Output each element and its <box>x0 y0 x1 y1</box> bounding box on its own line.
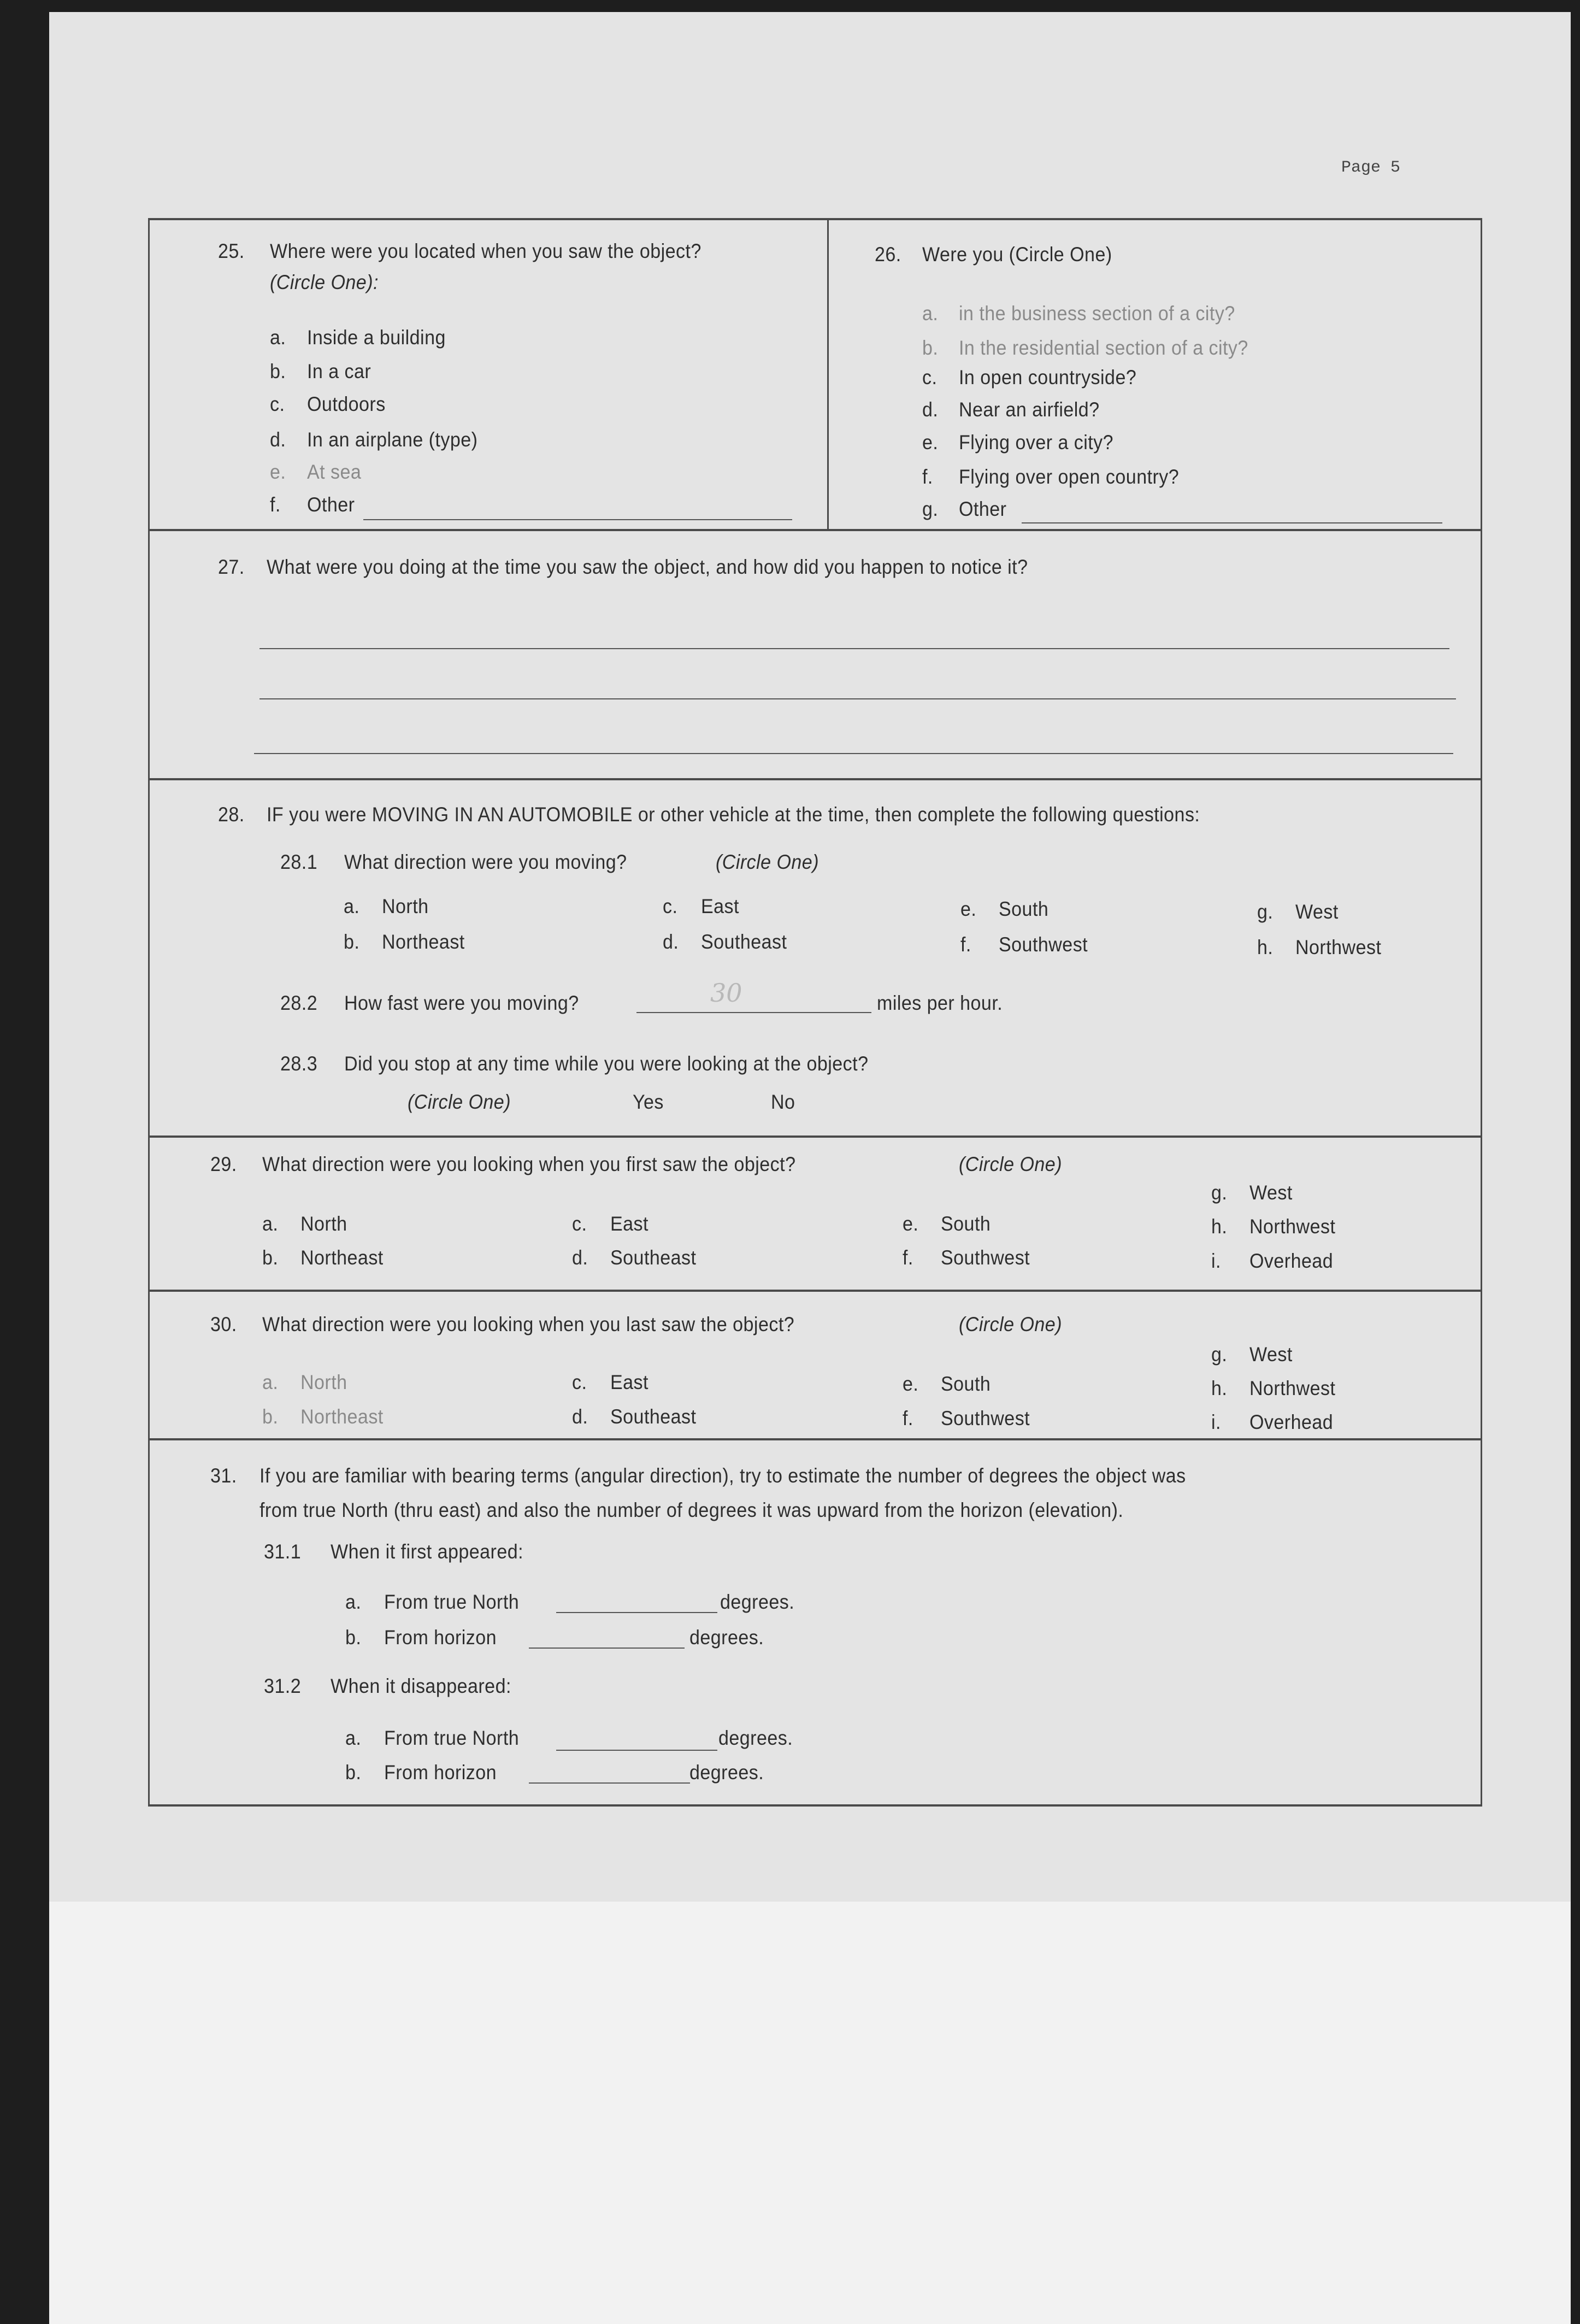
q31-2a-unit: degrees. <box>718 1727 793 1749</box>
q28-1-option-letter[interactable]: a. <box>344 895 360 917</box>
q28-1-option-letter[interactable]: g. <box>1257 901 1274 923</box>
q26-option[interactable]: Flying over a city? <box>959 431 1114 454</box>
q28-1-question: What direction were you moving? <box>344 851 627 873</box>
q30-option-letter[interactable]: g. <box>1211 1343 1228 1366</box>
q28-1-option[interactable]: North <box>382 895 429 917</box>
q25-option[interactable]: Outdoors <box>307 393 386 415</box>
q26-option-letter[interactable]: a. <box>922 302 939 325</box>
q30-option-letter[interactable]: e. <box>903 1373 919 1395</box>
q30-option[interactable]: Southeast <box>610 1405 697 1428</box>
q28-question: IF you were MOVING IN AN AUTOMOBILE or other vehicle at the time, then complete the following questions: <box>267 803 1200 826</box>
q25-option-letter[interactable]: c. <box>270 393 285 415</box>
q29-option-letter[interactable]: f. <box>903 1246 913 1269</box>
q26-option[interactable]: Other <box>959 498 1007 520</box>
q28-1-number: 28.1 <box>280 851 318 873</box>
q31-question-line1: If you are familiar with bearing terms (angular direction), try to estimate the number of degrees the object was <box>260 1464 1186 1487</box>
q28-1-option-letter[interactable]: d. <box>663 931 679 953</box>
q28-3-number: 28.3 <box>280 1052 318 1075</box>
q25-option[interactable]: Other <box>307 493 355 516</box>
q28-1-option[interactable]: South <box>999 898 1049 920</box>
speed-field-line[interactable] <box>636 1012 871 1013</box>
q31-1a-letter: a. <box>345 1591 362 1613</box>
q30-number: 30. <box>210 1313 237 1335</box>
q28-1-option-letter[interactable]: c. <box>663 895 678 917</box>
q31-1a-unit: degrees. <box>720 1591 795 1613</box>
q30-option-letter[interactable]: f. <box>903 1407 913 1429</box>
q25-option[interactable]: In a car <box>307 360 372 383</box>
divider-29-30 <box>148 1290 1482 1292</box>
q30-option[interactable]: Northeast <box>300 1405 384 1428</box>
q29-instruction: (Circle One) <box>959 1153 1062 1175</box>
divider-30-31 <box>148 1438 1482 1440</box>
q25-option-letter[interactable]: e. <box>270 461 286 483</box>
q31-2-number: 31.2 <box>264 1675 302 1697</box>
q27-answer-line-3[interactable] <box>254 753 1453 754</box>
q30-instruction: (Circle One) <box>959 1313 1062 1335</box>
q28-1-option[interactable]: Southeast <box>701 931 787 953</box>
divider-25-26 <box>827 218 829 531</box>
q29-option[interactable]: Northeast <box>300 1246 384 1269</box>
q27-number: 27. <box>218 556 245 578</box>
q28-number: 28. <box>218 803 245 826</box>
q29-option-letter[interactable]: g. <box>1211 1181 1228 1204</box>
q28-1-option-letter[interactable]: e. <box>960 898 977 920</box>
q25-other-line[interactable] <box>363 519 792 520</box>
q29-option[interactable]: Northwest <box>1249 1215 1336 1238</box>
q31-1b-label: From horizon <box>384 1626 497 1649</box>
q30-option[interactable]: Southwest <box>941 1407 1030 1429</box>
q28-1-option[interactable]: Northeast <box>382 931 465 953</box>
q31-1-question: When it first appeared: <box>331 1540 524 1563</box>
q26-option-letter[interactable]: g. <box>922 498 939 520</box>
q31-1b-letter: b. <box>345 1626 362 1649</box>
q30-option-letter[interactable]: a. <box>262 1371 279 1393</box>
q30-option[interactable]: Northwest <box>1249 1377 1336 1399</box>
q30-question: What direction were you looking when you last saw the object? <box>262 1313 795 1335</box>
q28-1-option[interactable]: West <box>1295 901 1339 923</box>
q30-option-letter[interactable]: i. <box>1211 1411 1221 1433</box>
q31-2b-label: From horizon <box>384 1761 497 1784</box>
q29-option-letter[interactable]: b. <box>262 1246 279 1269</box>
q29-option[interactable]: North <box>300 1213 347 1235</box>
q28-2-question: How fast were you moving? <box>344 992 579 1014</box>
q29-option[interactable]: South <box>941 1213 991 1235</box>
divider-27-28 <box>148 778 1482 780</box>
q26-number: 26. <box>875 243 901 266</box>
q28-1-option-letter[interactable]: f. <box>960 933 971 956</box>
q28-2-suffix: miles per hour. <box>877 992 1003 1014</box>
q26-option[interactable]: Near an airfield? <box>959 398 1100 421</box>
q25-option[interactable]: Inside a building <box>307 326 446 349</box>
q25-option-letter[interactable]: f. <box>270 493 281 516</box>
q29-question: What direction were you looking when you first saw the object? <box>262 1153 796 1175</box>
q30-option-letter[interactable]: c. <box>572 1371 587 1393</box>
q26-option[interactable]: Flying over open country? <box>959 466 1180 488</box>
q26-option-letter[interactable]: b. <box>922 337 939 359</box>
q29-option[interactable]: East <box>610 1213 648 1235</box>
q29-option-letter[interactable]: h. <box>1211 1215 1228 1238</box>
form-border-right <box>1481 218 1482 1806</box>
q31-2b-field[interactable] <box>529 1782 690 1784</box>
q26-option-letter[interactable]: f. <box>922 466 933 488</box>
q27-answer-line-1[interactable] <box>260 648 1449 649</box>
q26-option[interactable]: In open countryside? <box>959 366 1137 389</box>
q30-option-letter[interactable]: b. <box>262 1405 279 1428</box>
q26-option[interactable]: In the residential section of a city? <box>959 337 1248 359</box>
page-number: Page 5 <box>1341 158 1401 177</box>
q31-2a-field[interactable] <box>556 1750 717 1751</box>
q28-1-option-letter[interactable]: h. <box>1257 936 1274 958</box>
q26-option-letter[interactable]: c. <box>922 366 938 389</box>
q30-option[interactable]: West <box>1249 1343 1293 1366</box>
q25-option-letter[interactable]: a. <box>270 326 286 349</box>
q31-1a-field[interactable] <box>556 1612 717 1613</box>
form-border-left <box>148 218 150 1806</box>
q27-question: What were you doing at the time you saw the object, and how did you happen to notice it? <box>267 556 1028 578</box>
q31-2-question: When it disappeared: <box>331 1675 511 1697</box>
q31-2b-letter: b. <box>345 1761 362 1784</box>
q25-question: Where were you located when you saw the object? <box>270 240 701 262</box>
q31-1b-unit: degrees. <box>689 1626 764 1649</box>
q30-option[interactable]: South <box>941 1373 991 1395</box>
q28-3-option-no[interactable]: No <box>771 1091 795 1113</box>
q26-question: Were you (Circle One) <box>922 243 1112 266</box>
q30-option[interactable]: North <box>300 1371 347 1393</box>
q31-2b-unit: degrees. <box>689 1761 764 1784</box>
form-border-bottom <box>148 1804 1482 1807</box>
q25-number: 25. <box>218 240 245 262</box>
q25-instruction: (Circle One): <box>270 271 379 293</box>
speed-handwritten-value[interactable]: 30 <box>710 978 742 1008</box>
divider-28-29 <box>148 1135 1482 1138</box>
q31-2a-label: From true North <box>384 1727 520 1749</box>
q29-option-letter[interactable]: a. <box>262 1213 279 1235</box>
q31-1-number: 31.1 <box>264 1540 302 1563</box>
q31-number: 31. <box>210 1464 237 1487</box>
q29-option-letter[interactable]: i. <box>1211 1250 1221 1272</box>
q31-1b-field[interactable] <box>529 1648 685 1649</box>
q31-2a-letter: a. <box>345 1727 362 1749</box>
q26-option[interactable]: in the business section of a city? <box>959 302 1235 325</box>
q30-option[interactable]: East <box>610 1371 648 1393</box>
q28-3-option-yes[interactable]: Yes <box>633 1091 664 1113</box>
q28-3-instruction: (Circle One) <box>408 1091 511 1113</box>
q29-number: 29. <box>210 1153 237 1175</box>
q29-option[interactable]: Southwest <box>941 1246 1030 1269</box>
q26-option-letter[interactable]: e. <box>922 431 939 454</box>
divider-25-27 <box>148 529 1482 531</box>
q30-option-letter[interactable]: d. <box>572 1405 588 1428</box>
q28-3-question: Did you stop at any time while you were looking at the object? <box>344 1052 869 1075</box>
q28-1-option[interactable]: Northwest <box>1295 936 1382 958</box>
q25-option-letter[interactable]: d. <box>270 428 286 451</box>
q26-option-letter[interactable]: d. <box>922 398 939 421</box>
q29-option-letter[interactable]: c. <box>572 1213 587 1235</box>
q28-1-instruction: (Circle One) <box>716 851 819 873</box>
q30-option-letter[interactable]: h. <box>1211 1377 1228 1399</box>
q25-option-letter[interactable]: b. <box>270 360 286 383</box>
q27-answer-line-2[interactable] <box>260 698 1456 699</box>
q29-option-letter[interactable]: e. <box>903 1213 919 1235</box>
paper-lower-area <box>49 1902 1571 2324</box>
q28-1-option[interactable]: East <box>701 895 739 917</box>
q28-2-number: 28.2 <box>280 992 318 1014</box>
q31-question-line2: from true North (thru east) and also the number of degrees it was upward from the horizon (elevation). <box>260 1499 1124 1521</box>
form-border-top <box>148 218 1482 220</box>
q31-1a-label: From true North <box>384 1591 520 1613</box>
q30-option[interactable]: Overhead <box>1249 1411 1334 1433</box>
q29-option[interactable]: Overhead <box>1249 1250 1334 1272</box>
q26-other-line[interactable] <box>1022 522 1442 523</box>
q29-option-letter[interactable]: d. <box>572 1246 588 1269</box>
q28-1-option-letter[interactable]: b. <box>344 931 360 953</box>
q29-option[interactable]: West <box>1249 1181 1293 1204</box>
q25-option[interactable]: In an airplane (type) <box>307 428 478 451</box>
q29-option[interactable]: Southeast <box>610 1246 697 1269</box>
q25-option[interactable]: At sea <box>307 461 362 483</box>
q28-1-option[interactable]: Southwest <box>999 933 1088 956</box>
